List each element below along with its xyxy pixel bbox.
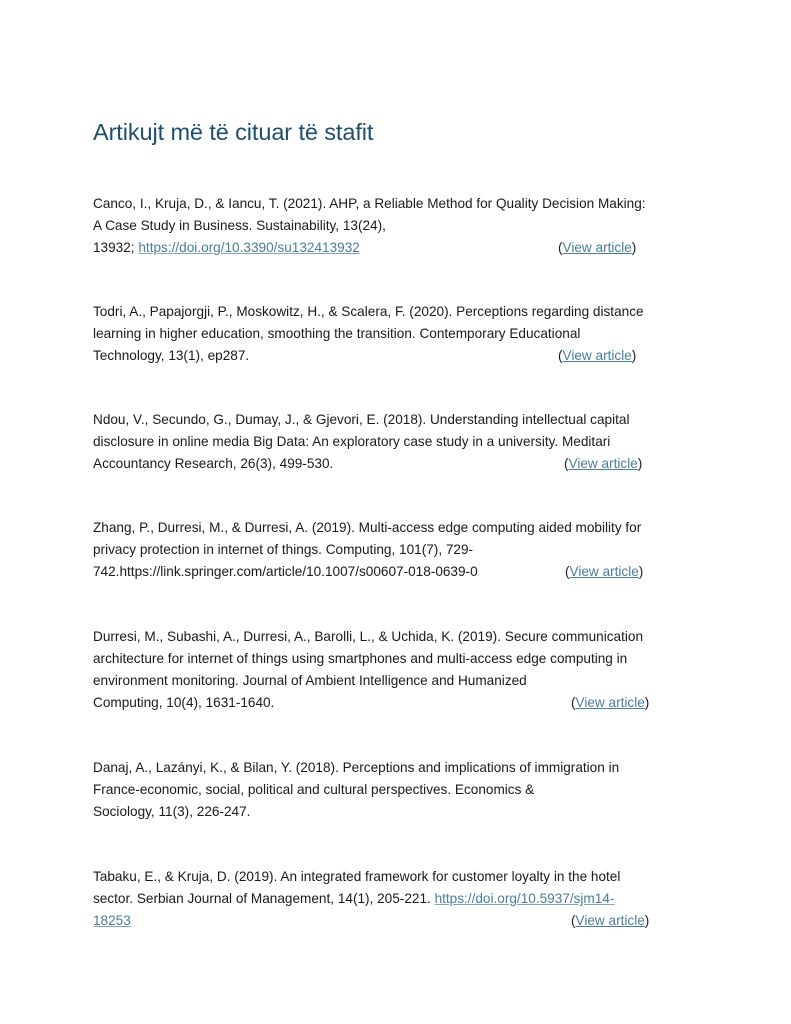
reference-line: Canco, I., Kruja, D., & Iancu, T. (2021). AHP, a Reliable Method for Quality Decision Making: <box>93 196 646 211</box>
reference-item <box>93 866 713 932</box>
view-article <box>565 561 643 583</box>
reference-line: Danaj, A., Lazányi, K., & Bilan, Y. (2018). Perceptions and implications of immigration in <box>93 760 620 775</box>
view-article-link[interactable]: View article <box>575 695 645 710</box>
reference-text: 742.https://link.springer.com/article/10.1007/s00607-018-0639-0 <box>93 564 478 579</box>
reference-line <box>93 453 713 475</box>
paren-open: ( <box>565 564 570 579</box>
reference-item <box>93 409 713 475</box>
reference-item <box>93 626 713 714</box>
view-article-link[interactable]: View article <box>569 564 639 579</box>
view-article-link[interactable]: View article <box>562 348 632 363</box>
reference-item <box>93 193 713 259</box>
view-article <box>564 453 642 475</box>
view-article-link[interactable]: View article <box>562 240 632 255</box>
reference-line: learning in higher education, smoothing the transition. Contemporary Educational <box>93 326 581 341</box>
reference-text: sector. Serbian Journal of Management, 14(1), 205-221. <box>93 891 435 906</box>
paren-close: ) <box>637 456 643 471</box>
reference-text: Computing, 10(4), 1631-1640. <box>93 695 275 710</box>
reference-line: privacy protection in internet of things. Computing, 101(7), 729- <box>93 542 474 557</box>
reference-line <box>93 237 713 259</box>
reference-text: Accountancy Research, 26(3), 499-530. <box>93 456 334 471</box>
paren-open: ( <box>558 240 563 255</box>
view-article-link[interactable]: View article <box>568 456 638 471</box>
paren-close: ) <box>644 695 650 710</box>
reference-line <box>93 910 713 932</box>
reference-line: architecture for internet of things using smartphones and multi-access edge computing in <box>93 651 628 666</box>
page-title: Artikujt më të cituar të stafit <box>93 119 374 145</box>
paren-close: ) <box>631 240 637 255</box>
doi-link-continued[interactable]: 18253 <box>93 913 131 928</box>
view-article <box>571 692 649 714</box>
reference-line: Todri, A., Papajorgji, P., Moskowitz, H., & Scalera, F. (2020). Perceptions regarding distance <box>93 304 644 319</box>
reference-line <box>93 888 713 910</box>
paren-close: ) <box>644 913 650 928</box>
reference-line: Zhang, P., Durresi, M., & Durresi, A. (2019). Multi-access edge computing aided mobility for <box>93 520 642 535</box>
reference-line: France-economic, social, political and cultural perspectives. Economics & <box>93 782 535 797</box>
paren-open: ( <box>571 913 576 928</box>
reference-line: disclosure in online media Big Data: An exploratory case study in a university. Meditari <box>93 434 611 449</box>
paren-open: ( <box>558 348 563 363</box>
doi-link[interactable]: https://doi.org/10.3390/su132413932 <box>138 240 360 255</box>
reference-item <box>93 517 713 583</box>
reference-item <box>93 757 713 823</box>
reference-line: Durresi, M., Subashi, A., Durresi, A., Barolli, L., & Uchida, K. (2019). Secure communication <box>93 629 644 644</box>
reference-line: A Case Study in Business. Sustainability, 13(24), <box>93 218 386 233</box>
reference-line <box>93 692 713 714</box>
reference-text: Technology, 13(1), ep287. <box>93 348 250 363</box>
paren-close: ) <box>638 564 644 579</box>
view-article <box>571 910 649 932</box>
reference-line <box>93 345 713 367</box>
view-article-link[interactable]: View article <box>575 913 645 928</box>
reference-item <box>93 301 713 367</box>
reference-text: 13932; <box>93 240 139 255</box>
view-article <box>558 237 636 259</box>
reference-line: Ndou, V., Secundo, G., Dumay, J., & Gjevori, E. (2018). Understanding intellectual capital <box>93 412 630 427</box>
reference-line: environment monitoring. Journal of Ambient Intelligence and Humanized <box>93 673 527 688</box>
paren-open: ( <box>571 695 576 710</box>
reference-line <box>93 561 713 583</box>
paren-close: ) <box>631 348 637 363</box>
reference-line: Sociology, 11(3), 226-247. <box>93 804 251 819</box>
view-article <box>558 345 636 367</box>
paren-open: ( <box>564 456 569 471</box>
doi-link[interactable]: https://doi.org/10.5937/sjm14- <box>434 891 615 906</box>
reference-line: Tabaku, E., & Kruja, D. (2019). An integrated framework for customer loyalty in the hotel <box>93 869 621 884</box>
